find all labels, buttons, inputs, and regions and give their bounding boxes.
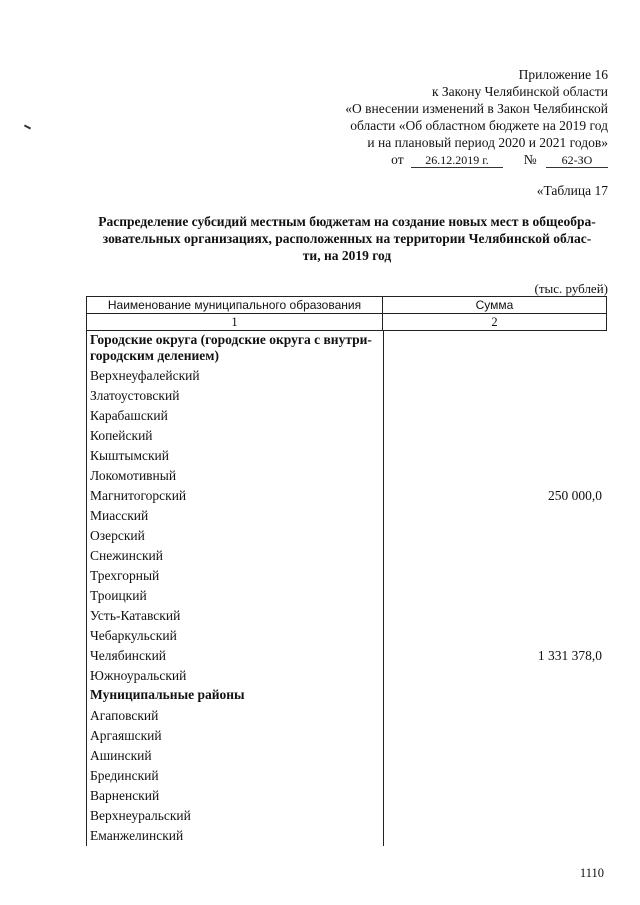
municipality-name-cell: Златоустовский: [90, 388, 180, 403]
municipality-name-cell: Брединский: [90, 768, 159, 783]
municipality-name-cell: Верхнеуфалейский: [90, 368, 200, 383]
sum-cell: [382, 331, 607, 366]
appendix-line-1: Приложение 16: [518, 67, 608, 82]
table-row: [87, 666, 607, 686]
title-line: ти, на 2019 год: [302, 248, 392, 263]
sum-cell: [382, 546, 607, 566]
number-prefix: №: [523, 152, 537, 167]
law-date: 26.12.2019 г.: [411, 154, 503, 168]
table-row: [87, 646, 607, 666]
table-row: [87, 806, 607, 826]
sum-cell: [382, 506, 607, 526]
section-heading-line: городским делением): [90, 348, 219, 363]
sum-cell: [382, 586, 607, 606]
municipality-name-cell: Верхнеуральский: [90, 808, 191, 823]
section-heading-cell: [87, 331, 382, 366]
date-prefix: от: [391, 152, 404, 167]
table-row: [87, 726, 607, 746]
table-row: [87, 586, 607, 606]
sum-cell: [382, 686, 607, 706]
header-sum: Сумма: [475, 298, 514, 312]
page-number: 1110: [579, 866, 604, 880]
appendix-header: [278, 66, 608, 168]
sum-cell: [382, 666, 607, 686]
municipality-name-cell: Аргаяшский: [90, 728, 162, 743]
municipality-name-cell: Троицкий: [90, 588, 147, 603]
table-body: [86, 331, 607, 846]
table-section-heading-row: [87, 686, 607, 706]
table-row: [87, 546, 607, 566]
sum-cell: [382, 466, 607, 486]
sum-cell: [382, 706, 607, 726]
municipality-name-cell: Снежинский: [90, 548, 163, 563]
table-row: [87, 766, 607, 786]
municipality-name-cell: Усть-Катавский: [90, 608, 181, 623]
law-number: 62-ЗО: [546, 154, 608, 168]
municipality-name-cell: Челябинский: [90, 648, 167, 663]
table-row: [87, 366, 607, 386]
municipality-name-cell: Карабашский: [90, 408, 168, 423]
table-row: [87, 746, 607, 766]
column-number-1: 1: [87, 314, 383, 330]
table-label: «Таблица 17: [536, 183, 608, 198]
table-row: [87, 706, 607, 726]
sum-cell: [382, 726, 607, 746]
municipality-name-cell: Магнитогорский: [90, 488, 187, 503]
table-row: [87, 506, 607, 526]
sum-cell: [382, 366, 607, 386]
appendix-line-5: и на плановый период 2020 и 2021 годов»: [367, 135, 608, 150]
table-row: [87, 566, 607, 586]
table-row: [87, 406, 607, 426]
municipality-name-cell: Озерский: [90, 528, 145, 543]
table-row: [87, 446, 607, 466]
table-row: [87, 386, 607, 406]
sum-cell: [382, 406, 607, 426]
table-header-row: [86, 296, 607, 314]
appendix-date-line: [278, 151, 608, 168]
sum-cell: [382, 766, 607, 786]
sum-cell: [382, 566, 607, 586]
header-municipality: Наименование муниципального образования: [87, 297, 383, 313]
column-number-2: 2: [491, 315, 498, 329]
municipality-name-cell: Локомотивный: [90, 468, 177, 483]
title-line: зовательных организациях, расположенных на территории Челябинской облас-: [102, 231, 592, 246]
sum-cell: [382, 826, 607, 846]
title-line: Распределение субсидий местным бюджетам на создание новых мест в общеобра-: [98, 214, 596, 229]
municipality-name-cell: Копейский: [90, 428, 153, 443]
document-title: [86, 213, 608, 264]
sum-cell: [382, 806, 607, 826]
sum-cell: [382, 786, 607, 806]
sum-cell: 250 000,0: [548, 488, 602, 503]
municipality-name-cell: Варненский: [90, 788, 160, 803]
sum-cell: 1 331 378,0: [537, 648, 602, 663]
municipality-name-cell: Миасский: [90, 508, 149, 523]
municipality-name-cell: Кыштымский: [90, 448, 169, 463]
municipality-name-cell: Еманжелинский: [90, 828, 184, 843]
sum-cell: [382, 626, 607, 646]
table-row: [87, 606, 607, 626]
table-row: [87, 626, 607, 646]
sum-cell: [382, 606, 607, 626]
table-row: [87, 466, 607, 486]
municipality-name-cell: Южноуральский: [90, 668, 187, 683]
table-row: [87, 426, 607, 446]
municipality-name-cell: Трехгорный: [90, 568, 160, 583]
appendix-line-2: к Закону Челябинской области: [431, 84, 608, 99]
appendix-line-3: «О внесении изменений в Закон Челябинской: [345, 101, 608, 116]
subsidy-table: [86, 296, 607, 846]
section-heading-line: Городские округа (городские округа с внутри-: [90, 332, 372, 347]
sum-cell: [382, 446, 607, 466]
table-row: [87, 526, 607, 546]
appendix-line-4: области «Об областном бюджете на 2019 год: [350, 118, 608, 133]
scan-artifact-mark: [24, 124, 31, 129]
units-label: (тыс. рублей): [534, 281, 608, 296]
sum-cell: [382, 746, 607, 766]
sum-cell: [382, 386, 607, 406]
table-row: [87, 786, 607, 806]
table-row: [87, 826, 607, 846]
table-row: [87, 486, 607, 506]
municipality-name-cell: Чебаркульский: [90, 628, 177, 643]
section-heading-cell: Муниципальные районы: [90, 687, 245, 702]
table-column-numbers-row: [86, 314, 607, 331]
sum-cell: [382, 526, 607, 546]
sum-cell: [382, 426, 607, 446]
column-divider: [383, 331, 384, 846]
municipality-name-cell: Ашинский: [90, 748, 152, 763]
municipality-name-cell: Агаповский: [90, 708, 159, 723]
table-section-heading-row: [87, 331, 607, 366]
